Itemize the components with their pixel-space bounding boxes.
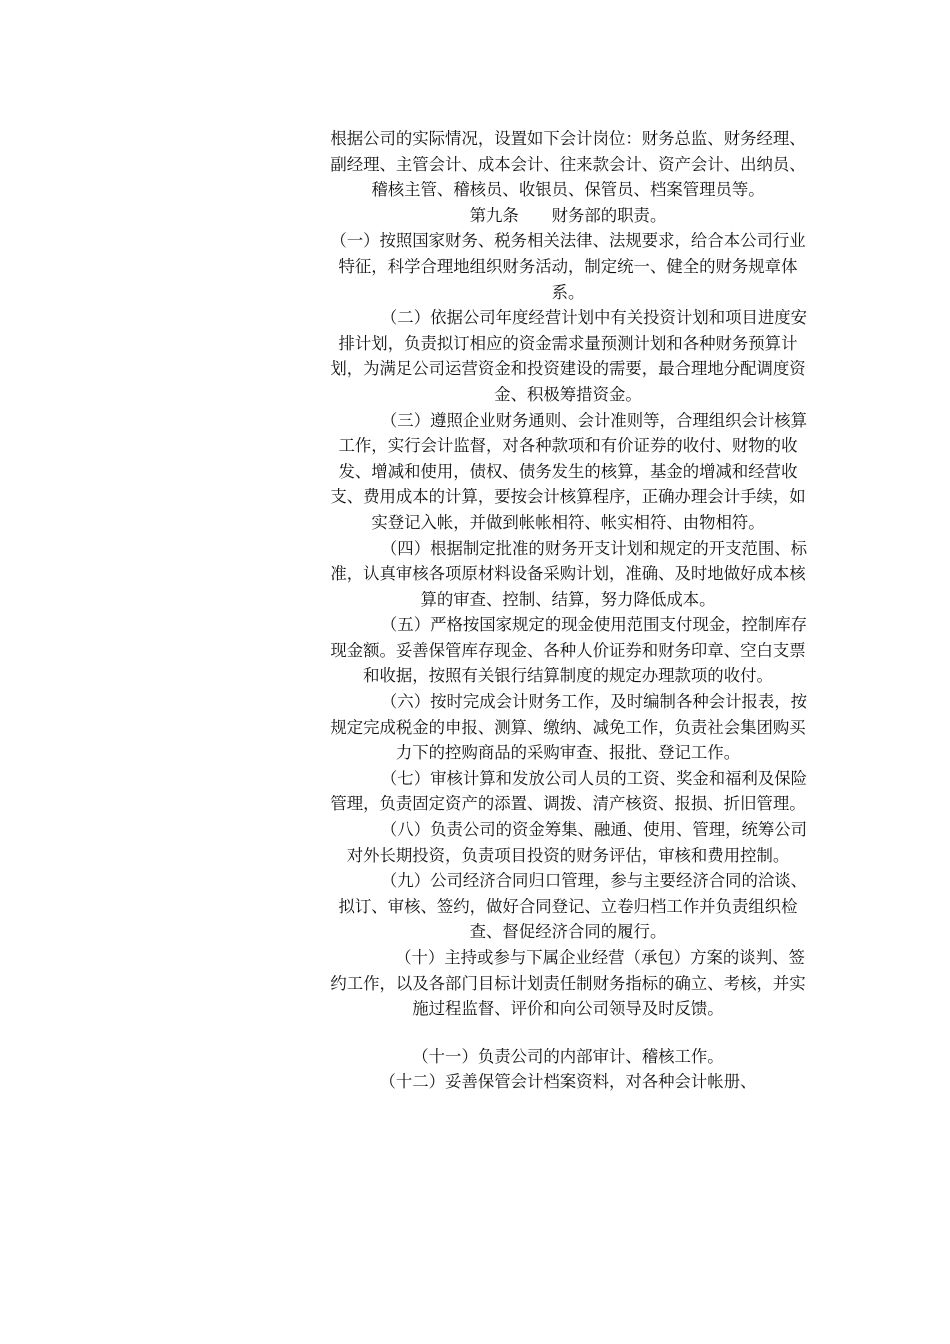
duty-item-9: （九）公司经济合同归口管理，参与主要经济合同的洽谈、拟订、审核、签约，做好合同登记、立卷归档工作并负责组织检查、督促经济合同的履行。 bbox=[338, 871, 808, 942]
document-body bbox=[326, 126, 810, 1095]
paragraph-gap bbox=[326, 1022, 810, 1044]
article-nine-heading: 第九条 财务部的职责。 bbox=[469, 205, 667, 225]
duty-item-5: （五）严格按国家规定的现金使用范围支付现金，控制库存现金额。妥善保管库存现金、各种人价证券和财务印章、空白支票和收据，按照有关银行结算制度的规定办理款项的收付。 bbox=[330, 615, 808, 686]
duty-item-12: （十二）妥善保管会计档案资料，对各种会计帐册、 bbox=[379, 1072, 757, 1092]
duty-item-11: （十一）负责公司的内部审计、稽核工作。 bbox=[412, 1046, 724, 1066]
duty-item-10: （十）主持或参与下属企业经营（承包）方案的谈判、签约工作，以及各部门目标计划责任制财务指标的确立、考核，并实施过程监督、评价和向公司领导及时反馈。 bbox=[330, 948, 806, 1019]
duty-item-8: （八）负责公司的资金筹集、融通、使用、管理，统筹公司对外长期投资，负责项目投资的财务评估，审核和费用控制。 bbox=[346, 820, 808, 865]
duty-item-4: （四）根据制定批准的财务开支计划和规定的开支范围、标准，认真审核各项原材料设备采购计划，准确、及时地做好成本核算的审查、控制、结算，努力降低成本。 bbox=[330, 538, 808, 609]
duty-item-2: （二）依据公司年度经营计划中有关投资计划和项目进度安排计划，负责拟订相应的资金需求量预测计划和各种财务预算计划，为满足公司运营资金和投资建设的需要，最合理地分配调度资金、积极筹措资金。 bbox=[330, 308, 808, 404]
paragraph-accounting-positions: 根据公司的实际情况，设置如下会计岗位：财务总监、财务经理、副经理、主管会计、成本会计、往来款会计、资产会计、出纳员、稽核主管、稽核员、收银员、保管员、档案管理员等。 bbox=[330, 129, 806, 200]
duty-item-1: （一）按照国家财务、税务相关法律、法规要求，给合本公司行业特征，科学合理地组织财务活动，制定统一、健全的财务规章体系。 bbox=[330, 231, 806, 302]
duty-item-3: （三）遵照企业财务通则、会计准则等，合理组织会计核算工作，实行会计监督，对各种款项和有价证券的收付、财物的收发、增减和使用，债权、债务发生的核算，基金的增减和经营收支、费用成本的计算，要按会计核算程序，正确办理会计手续，如实登记入帐，并做到帐帐相符、帐实相符、由物相符。 bbox=[330, 410, 808, 532]
duty-item-7: （七）审核计算和发放公司人员的工资、奖金和福利及保险管理，负责固定资产的添置、调拨、清产核资、报损、折旧管理。 bbox=[330, 768, 808, 814]
duty-item-6: （六）按时完成会计财务工作，及时编制各种会计报表，按规定完成税金的申报、测算、缴纳、减免工作，负责社会集团购买力下的控购商品的采购审查、报批、登记工作。 bbox=[330, 692, 808, 763]
